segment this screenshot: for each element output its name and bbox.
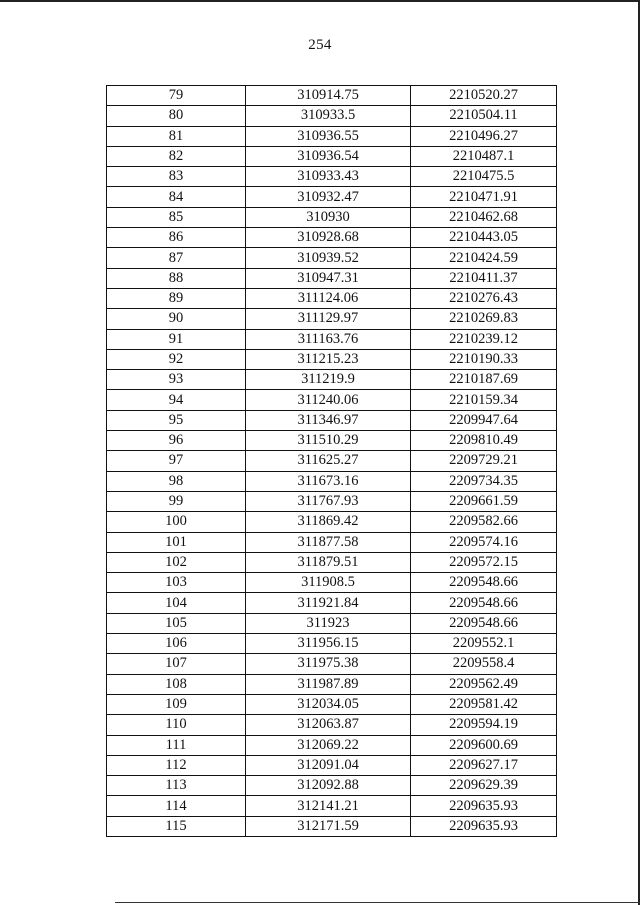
point-number-cell: 109 <box>107 694 246 714</box>
point-number-cell: 102 <box>107 552 246 572</box>
point-number-cell: 97 <box>107 451 246 471</box>
table-row <box>107 451 557 471</box>
table-row <box>107 694 557 714</box>
y-coordinate-cell: 2209594.19 <box>411 715 557 735</box>
point-number-cell: 108 <box>107 674 246 694</box>
table-row <box>107 755 557 775</box>
y-coordinate-cell: 2210276.43 <box>411 288 557 308</box>
x-coordinate-cell: 311879.51 <box>246 552 411 572</box>
point-number-cell: 82 <box>107 146 246 166</box>
point-number-cell: 92 <box>107 349 246 369</box>
table-row <box>107 634 557 654</box>
coordinates-table-body <box>107 86 557 837</box>
y-coordinate-cell: 2210190.33 <box>411 349 557 369</box>
y-coordinate-cell: 2209574.16 <box>411 532 557 552</box>
x-coordinate-cell: 311921.84 <box>246 593 411 613</box>
x-coordinate-cell: 310936.55 <box>246 126 411 146</box>
table-row <box>107 228 557 248</box>
table-row <box>107 390 557 410</box>
point-number-cell: 106 <box>107 634 246 654</box>
y-coordinate-cell: 2210520.27 <box>411 86 557 106</box>
point-number-cell: 93 <box>107 370 246 390</box>
point-number-cell: 112 <box>107 755 246 775</box>
table-row <box>107 370 557 390</box>
x-coordinate-cell: 310930 <box>246 207 411 227</box>
y-coordinate-cell: 2210239.12 <box>411 329 557 349</box>
x-coordinate-cell: 312063.87 <box>246 715 411 735</box>
x-coordinate-cell: 310928.68 <box>246 228 411 248</box>
x-coordinate-cell: 310933.5 <box>246 106 411 126</box>
table-row <box>107 126 557 146</box>
x-coordinate-cell: 311673.16 <box>246 471 411 491</box>
table-row <box>107 532 557 552</box>
x-coordinate-cell: 311987.89 <box>246 674 411 694</box>
point-number-cell: 96 <box>107 431 246 451</box>
x-coordinate-cell: 311908.5 <box>246 573 411 593</box>
x-coordinate-cell: 311869.42 <box>246 512 411 532</box>
y-coordinate-cell: 2209572.15 <box>411 552 557 572</box>
table-row <box>107 593 557 613</box>
x-coordinate-cell: 311163.76 <box>246 329 411 349</box>
x-coordinate-cell: 311124.06 <box>246 288 411 308</box>
y-coordinate-cell: 2209810.49 <box>411 431 557 451</box>
point-number-cell: 110 <box>107 715 246 735</box>
x-coordinate-cell: 311975.38 <box>246 654 411 674</box>
y-coordinate-cell: 2210411.37 <box>411 268 557 288</box>
y-coordinate-cell: 2210159.34 <box>411 390 557 410</box>
table-row <box>107 268 557 288</box>
point-number-cell: 111 <box>107 735 246 755</box>
y-coordinate-cell: 2210269.83 <box>411 309 557 329</box>
page-number: 254 <box>308 37 332 53</box>
table-row <box>107 309 557 329</box>
table-row <box>107 207 557 227</box>
table-row <box>107 715 557 735</box>
y-coordinate-cell: 2209548.66 <box>411 573 557 593</box>
table-row <box>107 329 557 349</box>
table-row <box>107 491 557 511</box>
y-coordinate-cell: 2209635.93 <box>411 816 557 836</box>
point-number-cell: 80 <box>107 106 246 126</box>
y-coordinate-cell: 2210187.69 <box>411 370 557 390</box>
table-row <box>107 106 557 126</box>
point-number-cell: 88 <box>107 268 246 288</box>
point-number-cell: 103 <box>107 573 246 593</box>
y-coordinate-cell: 2209661.59 <box>411 491 557 511</box>
x-coordinate-cell: 311215.23 <box>246 349 411 369</box>
y-coordinate-cell: 2209552.1 <box>411 634 557 654</box>
table-row <box>107 776 557 796</box>
table-row <box>107 431 557 451</box>
coordinates-table <box>106 85 557 837</box>
y-coordinate-cell: 2209562.49 <box>411 674 557 694</box>
y-coordinate-cell: 2209635.93 <box>411 796 557 816</box>
x-coordinate-cell: 312034.05 <box>246 694 411 714</box>
x-coordinate-cell: 312092.88 <box>246 776 411 796</box>
x-coordinate-cell: 312171.59 <box>246 816 411 836</box>
x-coordinate-cell: 310932.47 <box>246 187 411 207</box>
point-number-cell: 83 <box>107 167 246 187</box>
x-coordinate-cell: 310933.43 <box>246 167 411 187</box>
x-coordinate-cell: 311767.93 <box>246 491 411 511</box>
y-coordinate-cell: 2209629.39 <box>411 776 557 796</box>
y-coordinate-cell: 2209582.66 <box>411 512 557 532</box>
table-row <box>107 410 557 430</box>
x-coordinate-cell: 312091.04 <box>246 755 411 775</box>
point-number-cell: 84 <box>107 187 246 207</box>
table-row <box>107 552 557 572</box>
point-number-cell: 100 <box>107 512 246 532</box>
point-number-cell: 79 <box>107 86 246 106</box>
y-coordinate-cell: 2209947.64 <box>411 410 557 430</box>
y-coordinate-cell: 2209548.66 <box>411 613 557 633</box>
point-number-cell: 85 <box>107 207 246 227</box>
table-row <box>107 471 557 491</box>
table-row <box>107 735 557 755</box>
table-row <box>107 796 557 816</box>
y-coordinate-cell: 2209627.17 <box>411 755 557 775</box>
point-number-cell: 94 <box>107 390 246 410</box>
table-row <box>107 187 557 207</box>
point-number-cell: 87 <box>107 248 246 268</box>
y-coordinate-cell: 2210424.59 <box>411 248 557 268</box>
table-row <box>107 613 557 633</box>
x-coordinate-cell: 312069.22 <box>246 735 411 755</box>
point-number-cell: 86 <box>107 228 246 248</box>
y-coordinate-cell: 2210504.11 <box>411 106 557 126</box>
x-coordinate-cell: 310914.75 <box>246 86 411 106</box>
x-coordinate-cell: 310939.52 <box>246 248 411 268</box>
point-number-cell: 95 <box>107 410 246 430</box>
y-coordinate-cell: 2210443.05 <box>411 228 557 248</box>
x-coordinate-cell: 311129.97 <box>246 309 411 329</box>
point-number-cell: 101 <box>107 532 246 552</box>
x-coordinate-cell: 311510.29 <box>246 431 411 451</box>
x-coordinate-cell: 310936.54 <box>246 146 411 166</box>
x-coordinate-cell: 311219.9 <box>246 370 411 390</box>
x-coordinate-cell: 312141.21 <box>246 796 411 816</box>
x-coordinate-cell: 311240.06 <box>246 390 411 410</box>
table-row <box>107 573 557 593</box>
y-coordinate-cell: 2210487.1 <box>411 146 557 166</box>
point-number-cell: 114 <box>107 796 246 816</box>
table-row <box>107 674 557 694</box>
y-coordinate-cell: 2209734.35 <box>411 471 557 491</box>
table-row <box>107 816 557 836</box>
x-coordinate-cell: 311877.58 <box>246 532 411 552</box>
table-row <box>107 167 557 187</box>
table-row <box>107 248 557 268</box>
scan-edge-top <box>0 0 640 2</box>
y-coordinate-cell: 2209558.4 <box>411 654 557 674</box>
x-coordinate-cell: 311956.15 <box>246 634 411 654</box>
point-number-cell: 91 <box>107 329 246 349</box>
table-row <box>107 349 557 369</box>
y-coordinate-cell: 2209581.42 <box>411 694 557 714</box>
point-number-cell: 99 <box>107 491 246 511</box>
point-number-cell: 107 <box>107 654 246 674</box>
point-number-cell: 104 <box>107 593 246 613</box>
table-row <box>107 86 557 106</box>
table-row <box>107 654 557 674</box>
point-number-cell: 98 <box>107 471 246 491</box>
x-coordinate-cell: 311346.97 <box>246 410 411 430</box>
y-coordinate-cell: 2209548.66 <box>411 593 557 613</box>
y-coordinate-cell: 2210475.5 <box>411 167 557 187</box>
point-number-cell: 113 <box>107 776 246 796</box>
y-coordinate-cell: 2209729.21 <box>411 451 557 471</box>
point-number-cell: 89 <box>107 288 246 308</box>
table-row <box>107 512 557 532</box>
x-coordinate-cell: 311923 <box>246 613 411 633</box>
x-coordinate-cell: 311625.27 <box>246 451 411 471</box>
y-coordinate-cell: 2209600.69 <box>411 735 557 755</box>
table-row <box>107 146 557 166</box>
y-coordinate-cell: 2210462.68 <box>411 207 557 227</box>
x-coordinate-cell: 310947.31 <box>246 268 411 288</box>
y-coordinate-cell: 2210496.27 <box>411 126 557 146</box>
scan-edge-bottom <box>115 902 640 903</box>
point-number-cell: 115 <box>107 816 246 836</box>
y-coordinate-cell: 2210471.91 <box>411 187 557 207</box>
point-number-cell: 105 <box>107 613 246 633</box>
point-number-cell: 90 <box>107 309 246 329</box>
point-number-cell: 81 <box>107 126 246 146</box>
table-row <box>107 288 557 308</box>
